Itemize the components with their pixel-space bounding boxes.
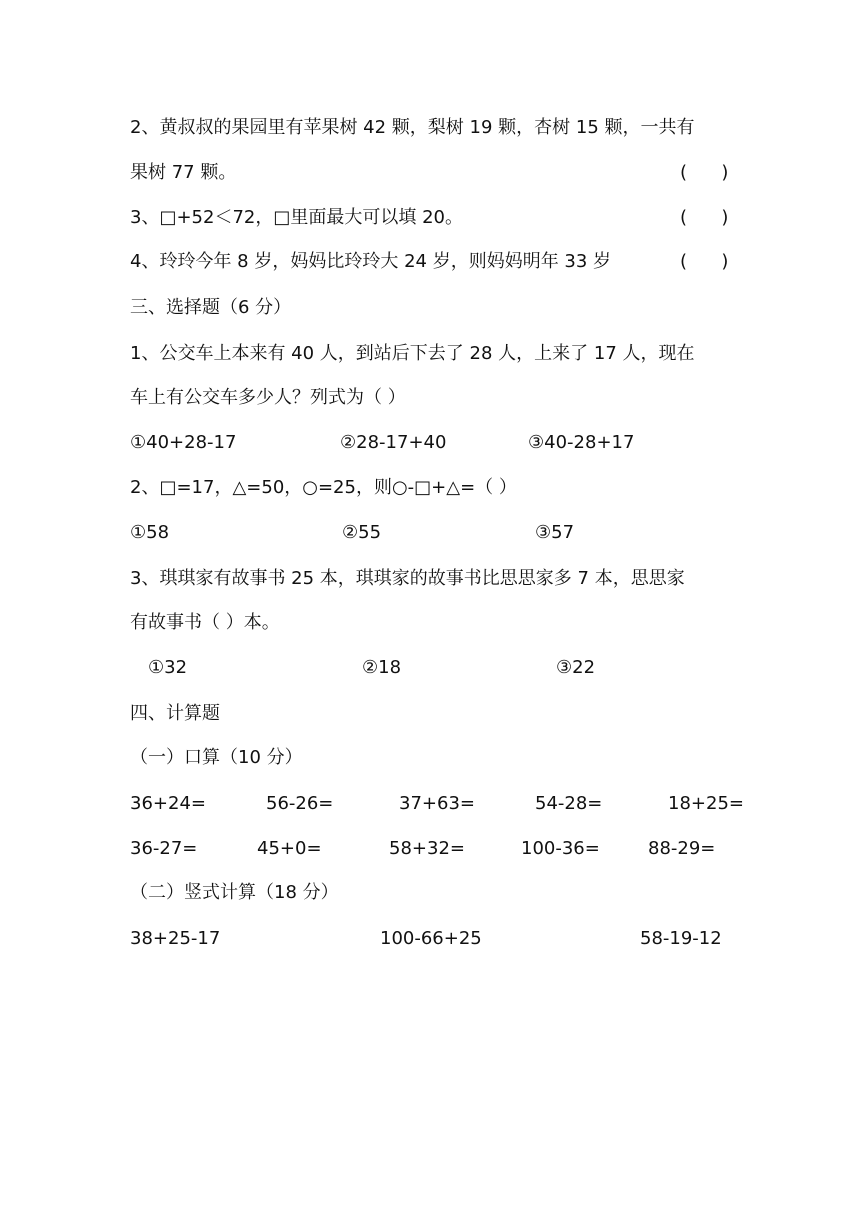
judgment-q2-line2: 果树 77 颗。 [130,162,237,183]
choice-q3-line2: 有故事书（ ）本。 [130,612,280,633]
oral-problem: 56-26= [266,793,334,814]
vertical-heading: （二）竖式计算（18 分） [130,882,339,903]
choice-option[interactable]: ②55 [342,522,382,543]
answer-paren[interactable]: ( ) [680,162,729,183]
judgment-q3: 3、□+52＜72，□里面最大可以填 20。 [130,207,463,228]
oral-problem: 54-28= [535,793,603,814]
choice-q2: 2、□=17，△=50，○=25，则○-□+△=（ ） [130,477,517,498]
vertical-problem: 38+25-17 [130,928,221,949]
vertical-problem: 100-66+25 [380,928,482,949]
vertical-problem: 58-19-12 [640,928,722,949]
oral-problem: 100-36= [521,838,600,859]
judgment-q2-line1: 2、黄叔叔的果园里有苹果树 42 颗，梨树 19 颗，杏树 15 颗，一共有 [130,117,695,138]
oral-problem: 58+32= [389,838,465,859]
choice-option[interactable]: ①58 [130,522,170,543]
choice-option[interactable]: ③40-28+17 [528,432,635,453]
oral-problem: 88-29= [648,838,716,859]
oral-problem: 36-27= [130,838,198,859]
oral-problem: 45+0= [257,838,322,859]
judgment-q4: 4、玲玲今年 8 岁，妈妈比玲玲大 24 岁，则妈妈明年 33 岁 [130,251,612,272]
answer-paren[interactable]: ( ) [680,251,729,272]
choice-q3-line1: 3、琪琪家有故事书 25 本，琪琪家的故事书比思思家多 7 本，思思家 [130,568,685,589]
choice-q1-line1: 1、公交车上本来有 40 人，到站后下去了 28 人，上来了 17 人，现在 [130,343,695,364]
oral-problem: 37+63= [399,793,475,814]
choice-option[interactable]: ①32 [148,657,188,678]
choice-q1-line2: 车上有公交车多少人？列式为（ ） [130,387,406,408]
oral-heading: （一）口算（10 分） [130,747,303,768]
choice-option[interactable]: ②18 [362,657,402,678]
choice-option[interactable]: ②28-17+40 [340,432,447,453]
choice-heading: 三、选择题（6 分） [130,297,292,318]
oral-problem: 36+24= [130,793,206,814]
choice-option[interactable]: ③57 [535,522,575,543]
answer-paren[interactable]: ( ) [680,207,729,228]
calc-heading: 四、计算题 [130,703,220,724]
oral-problem: 18+25= [668,793,744,814]
choice-option[interactable]: ③22 [556,657,596,678]
choice-option[interactable]: ①40+28-17 [130,432,237,453]
